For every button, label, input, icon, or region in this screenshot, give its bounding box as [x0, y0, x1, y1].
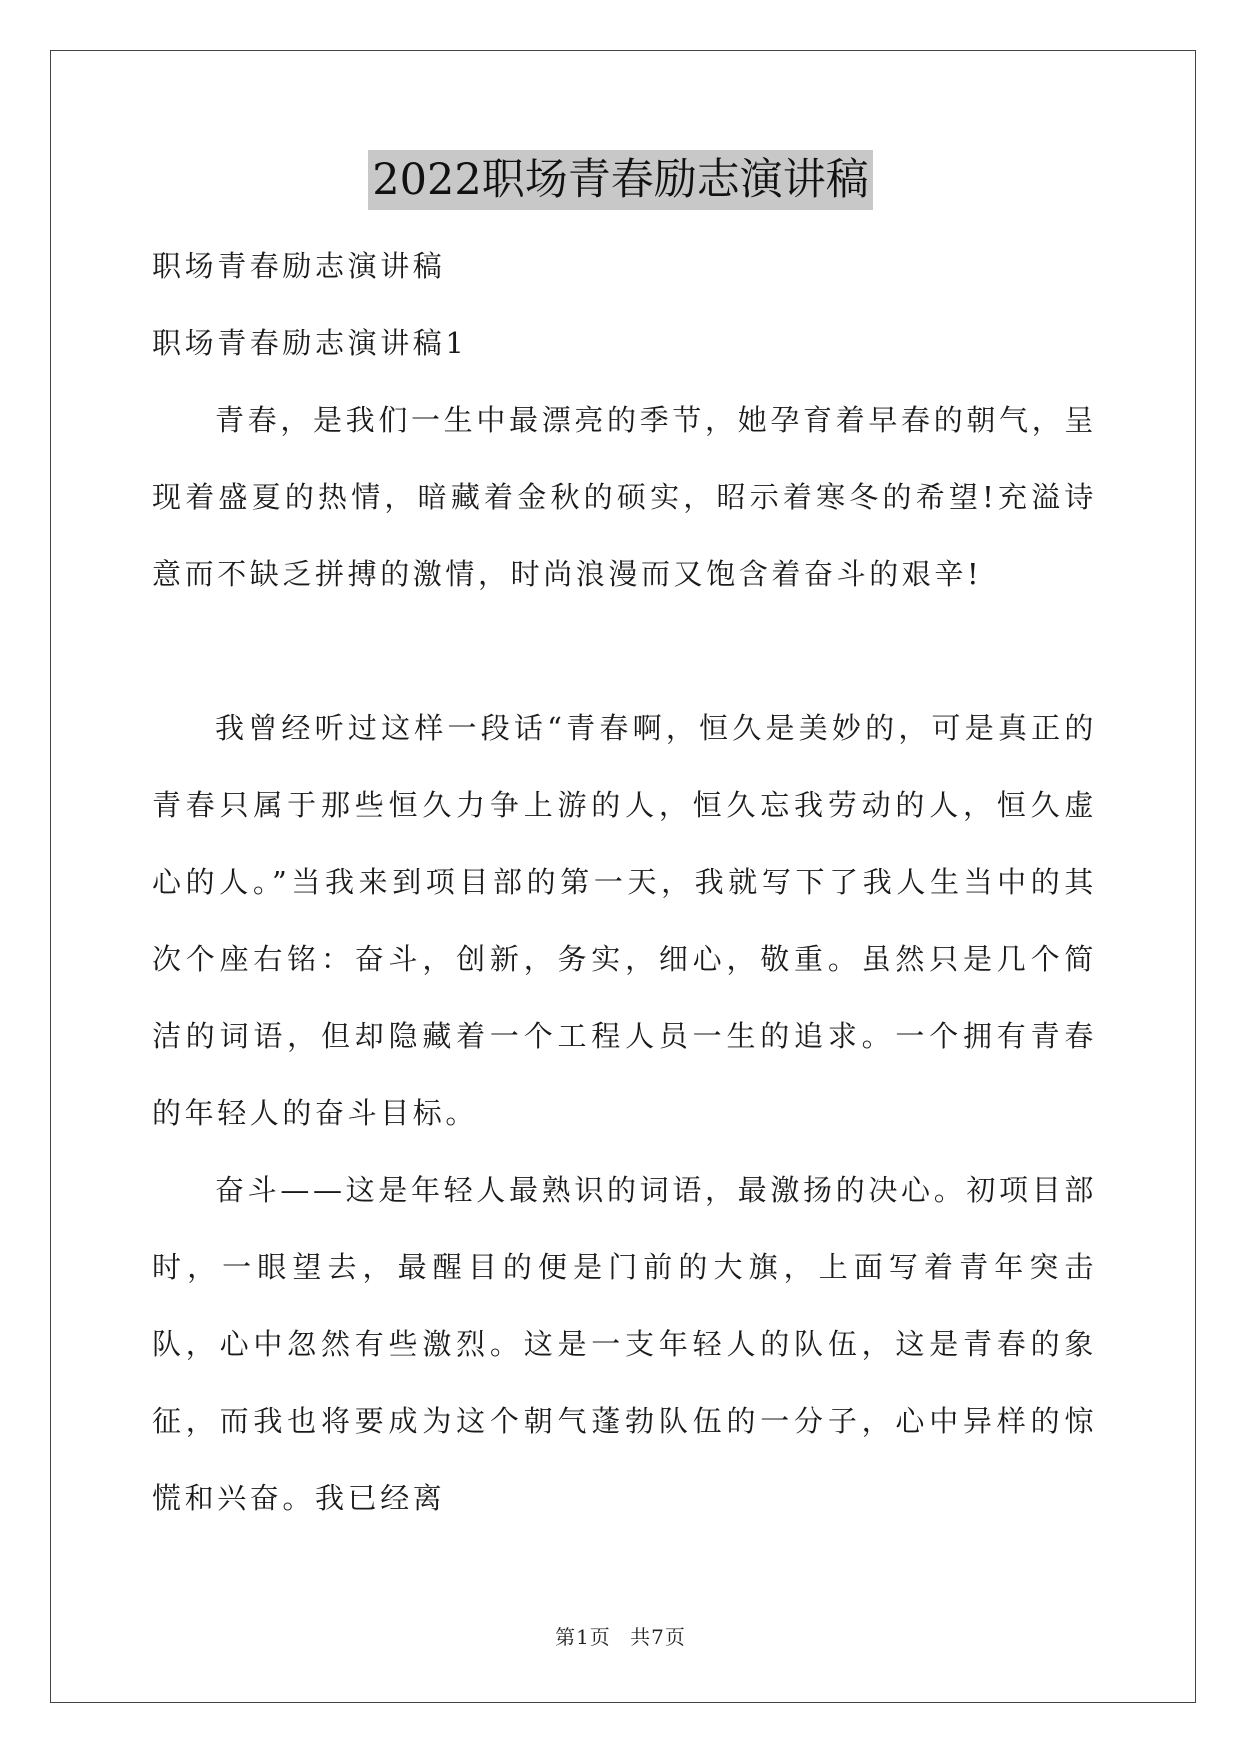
paragraph: 奋斗——这是年轻人最熟识的词语，最激扬的决心。初项目部时，一眼望去，最醒目的便是门前的大旗，上面写着青年突击队，心中忽然有些激烈。这是一支年轻人的队伍，这是青春的象征，而我也将要成为这个朝气蓬勃队伍的一分子，心中异样的惊慌和兴奋。我已经离: [152, 1173, 1097, 1515]
document-title: 2022职场青春励志演讲稿: [368, 150, 872, 210]
title-container: [0, 150, 1241, 210]
paragraph: 我曾经听过这样一段话“青春啊，恒久是美妙的，可是真正的青春只属于那些恒久力争上游的人，恒久忘我劳动的人，恒久虚心的人。”当我来到项目部的第一天，我就写下了我人生当中的其次个座右铭：奋斗，创新，务实，细心，敬重。虽然只是几个简洁的词语，但却隐藏着一个工程人员一生的追求。一个拥有青春的年轻人的奋斗目标。: [152, 711, 1097, 1130]
page-number-current: 第1页: [555, 1625, 611, 1649]
page-footer: [0, 1621, 1241, 1650]
paragraph-spacer: [152, 613, 1097, 690]
subsection-heading: 职场青春励志演讲稿1: [152, 326, 468, 360]
document-body: [152, 228, 1097, 1537]
paragraph: 青春，是我们一生中最漂亮的季节，她孕育着早春的朝气，呈现着盛夏的热情，暗藏着金秋的硕实，昭示着寒冬的希望!充溢诗意而不缺乏拼搏的激情，时尚浪漫而又饱含着奋斗的艰辛!: [152, 403, 1097, 591]
section-heading: 职场青春励志演讲稿: [152, 249, 446, 283]
page-number-total: 共7页: [630, 1625, 686, 1649]
